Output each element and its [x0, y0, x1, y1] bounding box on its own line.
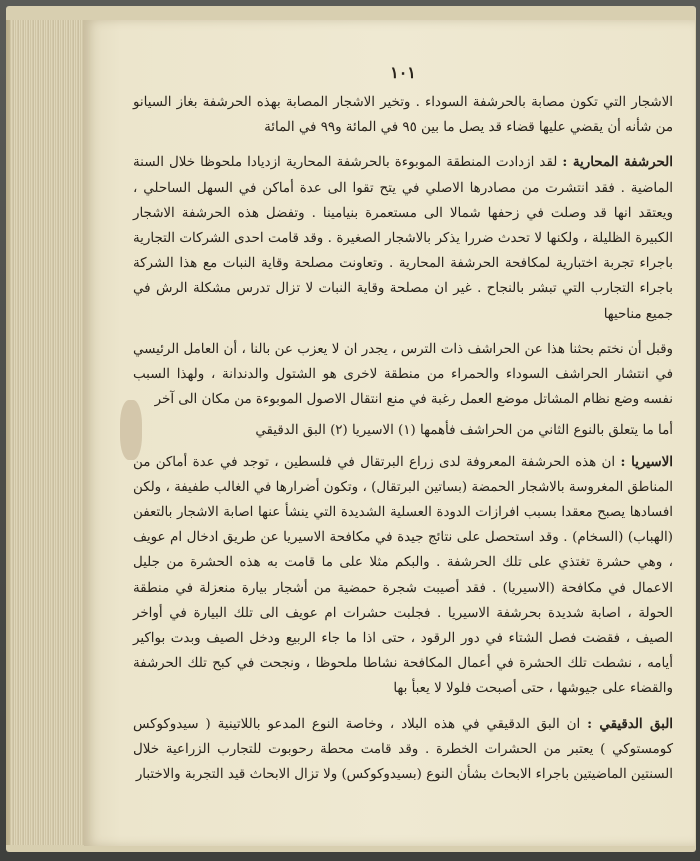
page-edges	[10, 20, 85, 845]
paragraph-1-text: الاشجار التي تكون مصابة بالحرشفة السوداء . وتخير الاشجار المصابة بهذه الحرشفة بغاز السيانو من شأنه أن يقضي عليها قضاء قد يصل ما بين ٩٥ في المائة و٩٩ في المائة	[133, 95, 673, 136]
heading-icerya: الاسيريا :	[620, 453, 673, 470]
page-number: ١٠١	[390, 63, 416, 82]
paragraph-icerya-text: ان هذه الحرشفة المعروفة لدى زراع البرتقال في فلسطين ، توجد في عدة أماكن من المناطق المغروسة بالاشجار الحمضة (بساتين البرتقال) ، وتكون أضرارها في الغالب طفيفة ، ولكن افسادها يصبح معقدا بسبب افرازات الدودة العسلية الشديدة التي ينشأ عنها اصابة الاشجار بالتعفن (الهباب) (السخام) . وقد استحصل على نتائج جيدة في مكافحة الاسيريا عن طريق ادخال ام عويف ، وهي حشرة تغتذي على تلك الحرشفة . والبكم مثلا على ما قامت به هذه الحشرة من جليل الاعمال في مكافحة (الاسيريا) . فقد أصيبت شجرة حمضية من أشجار بيارة منعزلة في منطقة الحولة ، اصابة شديدة بحرشفة الاسيريا . فجلبت حشرات ام عويف الى تلك البيارة في أواخر الصيف ، فقضت فصل الشتاء في دور الرقود ، حتى اذا ما جاء الربيع ودخل الصيف وبدت بواكير أيامه ، نشطت تلك الحشرة في أعمال المكافحة نشاطا ملحوظا ، ونجحت في كبح تلك الحرشفة والقضاء على جيوشها ، حتى أصبحت فلولا لا يعبأ بها	[133, 454, 673, 697]
paragraph-conclusion	[133, 337, 673, 413]
book-page	[84, 20, 695, 846]
paragraph-icerya	[133, 450, 673, 702]
page-text-block	[133, 62, 673, 797]
paragraph-1	[133, 90, 673, 140]
paragraph-conclusion-text: وقبل أن نختم بحثنا هذا عن الحراشف ذات الترس ، يجدر ان لا يعزب عن بالنا ، أن العامل الرئيسي في انتشار الحراشف السوداء والحمراء من منطقة لاخرى هو الشتول والدندانة ، ولهذا السبب نفسه وضع نظام المشاتل موضع العمل رغبة في منع انتقال الاصول الموبوءة من مكان الى آخر	[133, 341, 673, 408]
heading-mealybug: البق الدقيقي :	[587, 715, 673, 732]
paragraph-second-type	[133, 418, 673, 443]
paragraph-oyster-scale-text: لقد ازدادت المنطقة الموبوءة بالحرشفة المحارية ازديادا ملحوظا خلال السنة الماضية . فقد انتشرت من مصادرها الاصلي في يتح تقوا الى عدة أماكن في السهل الساحلي ، ويعتقد انها قد وصلت في زحفها شمالا الى مستعمرة بنيامينا . وتفضل هذه الحرشفة الاشجار الكبيرة الظليلة ، ولكنها لا تحدث ضررا يذكر بالاشجار الصغيرة . وقد قامت احدى الشركات التجارية باجراء تجربة اختبارية لمكافحة الحرشفة المحارية . وتعاونت مصلحة وقاية النبات مع هذا الشركة باجراء التجارب التي تبشر بالنجاح . غير ان مصلحة وقاية النبات لا تزال تدرس مشكلة الرش في جميع مناحيها	[133, 155, 673, 322]
paragraph-mealybug-text: ان البق الدقيقي في هذه البلاد ، وخاصة النوع المدعو باللاتينية ( سيدوكوكس كومستوكي ) يعتبر من الحشرات الخطرة . وقد قامت محطة رحوبوت للتجارب الزراعية خلال السنتين الماضيتين باجراء الابحاث بشأن النوع (بسيدوكوكس) ولا تزال الابحاث قيد التجربة والاختبار	[133, 716, 673, 783]
paragraph-oyster-scale	[133, 150, 673, 326]
paragraph-second-type-text: أما ما يتعلق بالنوع الثاني من الحراشف فأهمها (١) الاسيريا (٢) البق الدقيقي	[255, 423, 673, 439]
heading-oyster-scale: الحرشفة المحارية :	[562, 154, 673, 171]
paragraph-mealybug	[133, 712, 673, 788]
